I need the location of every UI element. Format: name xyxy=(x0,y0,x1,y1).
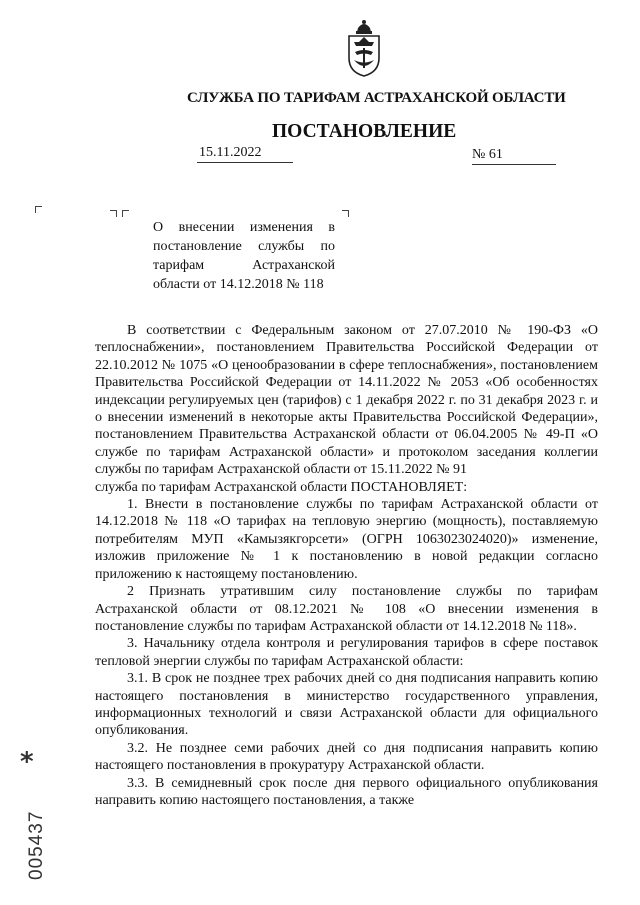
item-3-3-paragraph: 3.3. В семидневный срок после дня первого официального опубликования направить копию настоящего постановления, а также xyxy=(95,775,598,808)
date-underline xyxy=(197,162,293,163)
item-3-1-paragraph: 3.1. В срок не позднее трех рабочих дней со дня подписания направить копию настоящего постановления в министерство государственного управления, информационных технологий и связи Астраханской области для официального опубликования. xyxy=(95,671,598,739)
corner-mark xyxy=(122,210,129,217)
organization-name: СЛУЖБА ПО ТАРИФАМ АСТРАХАНСКОЙ ОБЛАСТИ xyxy=(187,90,566,106)
subject-line: тарифам Астраханской xyxy=(153,258,335,273)
document-type-title: ПОСТАНОВЛЕНИЕ xyxy=(272,121,457,142)
document-body xyxy=(95,322,598,809)
astrakhan-coat-of-arms-icon xyxy=(344,18,384,78)
margin-asterisk: * xyxy=(20,747,34,777)
preamble-paragraph: В соответствии с Федеральным законом от 27.07.2010 № 190-ФЗ «О теплоснабжении», постановлением Правительства Российской Федерации от 22.10.2012 № 1075 «О ценообразовании в сфере теплоснабжения», постановлением Правительства Российской Федерации от 14.11.2022 № 2053 «Об особенностях индексации регулируемых цен (тарифов) с 1 декабря 2022 г. по 31 декабря 2023 г. и о внесении изменений в некоторые акты Правительства Российской Федерации», постановлением Правительства Астраханской области от 06.04.2005 № 49-П «О службе по тарифам Астраханской области» и протоколом заседания коллегии службы по тарифам Астраханской области от 15.11.2022 № 91 xyxy=(95,323,598,478)
subject-line: О внесении изменения в xyxy=(153,220,335,235)
corner-mark xyxy=(342,210,349,217)
document-subject xyxy=(153,218,335,294)
item-2-paragraph: 2 Признать утратившим силу постановление службы по тарифам Астраханской области от 08.12.2021 № 108 «О внесении изменения в постановление службы по тарифам Астраханской области от 14.12.2018 № 118». xyxy=(95,584,598,634)
item-1-paragraph: 1. Внести в постановление службы по тарифам Астраханской области от 14.12.2018 № 118 «О тарифах на тепловую энергию (мощность), поставляемую потребителям МУП «Камызякгорсети» (ОГРН 1063023024020)» изменение, изложив приложение № 1 к постановлению в новой редакции согласно приложению к настоящему постановлению. xyxy=(95,497,598,582)
item-3-2-paragraph: 3.2. Не позднее семи рабочих дней со дня подписания направить копию настоящего постановления в прокуратуру Астраханской области. xyxy=(95,740,598,774)
subject-line: постановление службы по xyxy=(153,239,335,254)
item-3-paragraph: 3. Начальнику отдела контроля и регулирования тарифов в сфере поставок тепловой энергии службы по тарифам Астраханской области: xyxy=(95,636,598,669)
margin-stamp-code: 005437 xyxy=(26,810,47,880)
margin-stamp xyxy=(22,780,52,880)
corner-mark xyxy=(110,210,117,217)
document-date: 15.11.2022 xyxy=(199,145,262,160)
resolve-paragraph: служба по тарифам Астраханской области ПОСТАНОВЛЯЕТ: xyxy=(95,479,468,495)
corner-mark xyxy=(35,206,42,213)
document-number: № 61 xyxy=(472,147,503,162)
subject-line: области от 14.12.2018 № 118 xyxy=(153,277,324,292)
number-underline xyxy=(472,164,556,165)
